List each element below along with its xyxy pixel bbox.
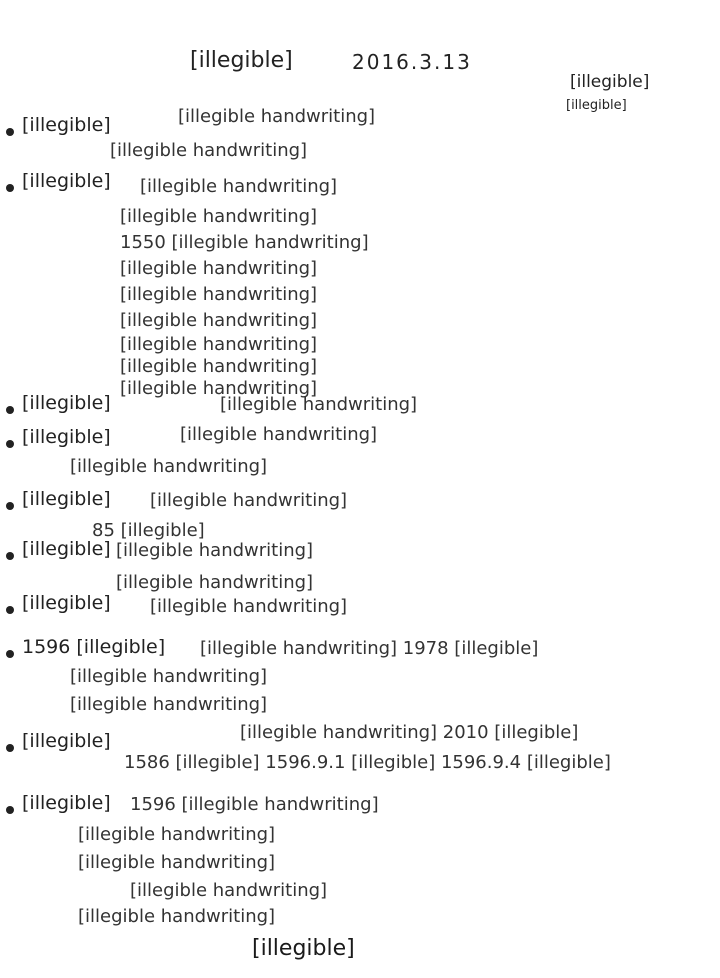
section-bullet [6,184,14,192]
section-label: 1596 [illegible] [22,636,166,658]
section-line: [illegible handwriting] [78,852,276,873]
section-bullet [6,406,14,414]
section-line: 85 [illegible] [92,520,205,541]
report-date: 2016.3.13 [352,50,472,74]
section-line: [illegible handwriting] 2010 [illegible] [240,722,579,743]
section-line: [illegible handwriting] [150,596,348,617]
section-label: [illegible] [22,392,111,414]
author-note: [illegible] [566,98,627,113]
section-line: [illegible handwriting] [120,206,318,227]
section-line: 1586 [illegible] 1596.9.1 [illegible] 1596.9.4 [illegible] [124,752,611,773]
section-line: [illegible handwriting] [120,310,318,331]
section-bullet [6,650,14,658]
section-line: 1550 [illegible handwriting] [120,232,369,253]
end-mark: [illegible] [252,936,355,961]
section-line: [illegible handwriting] [150,490,348,511]
section-line: [illegible handwriting] [180,424,378,445]
section-line: [illegible handwriting] 1978 [illegible] [200,638,539,659]
section-bullet [6,606,14,614]
section-line: [illegible handwriting] [178,106,376,127]
section-line: [illegible handwriting] [78,824,276,845]
section-line: [illegible handwriting] [116,540,314,561]
section-line: [illegible handwriting] [70,694,268,715]
section-line: [illegible handwriting] [220,394,418,415]
section-line: [illegible handwriting] [120,378,318,399]
section-line: [illegible handwriting] [110,140,308,161]
section-line: [illegible handwriting] [120,334,318,355]
section-line: 1596 [illegible handwriting] [130,794,379,815]
section-label: [illegible] [22,592,111,614]
section-label: [illegible] [22,426,111,448]
section-line: [illegible handwriting] [140,176,338,197]
section-line: [illegible handwriting] [130,880,328,901]
section-bullet [6,440,14,448]
section-line: [illegible handwriting] [70,456,268,477]
section-label: [illegible] [22,488,111,510]
section-label: [illegible] [22,792,111,814]
section-label: [illegible] [22,730,111,752]
report-title-mark: [illegible] [190,48,293,73]
section-line: [illegible handwriting] [120,284,318,305]
section-line: [illegible handwriting] [116,572,314,593]
section-bullet [6,502,14,510]
section-bullet [6,744,14,752]
section-line: [illegible handwriting] [120,258,318,279]
section-bullet [6,128,14,136]
author-name: [illegible] [570,72,650,92]
section-bullet [6,552,14,560]
section-label: [illegible] [22,114,111,136]
section-label: [illegible] [22,538,111,560]
section-bullet [6,806,14,814]
section-label: [illegible] [22,170,111,192]
section-line: [illegible handwriting] [120,356,318,377]
section-line: [illegible handwriting] [78,906,276,927]
section-line: [illegible handwriting] [70,666,268,687]
